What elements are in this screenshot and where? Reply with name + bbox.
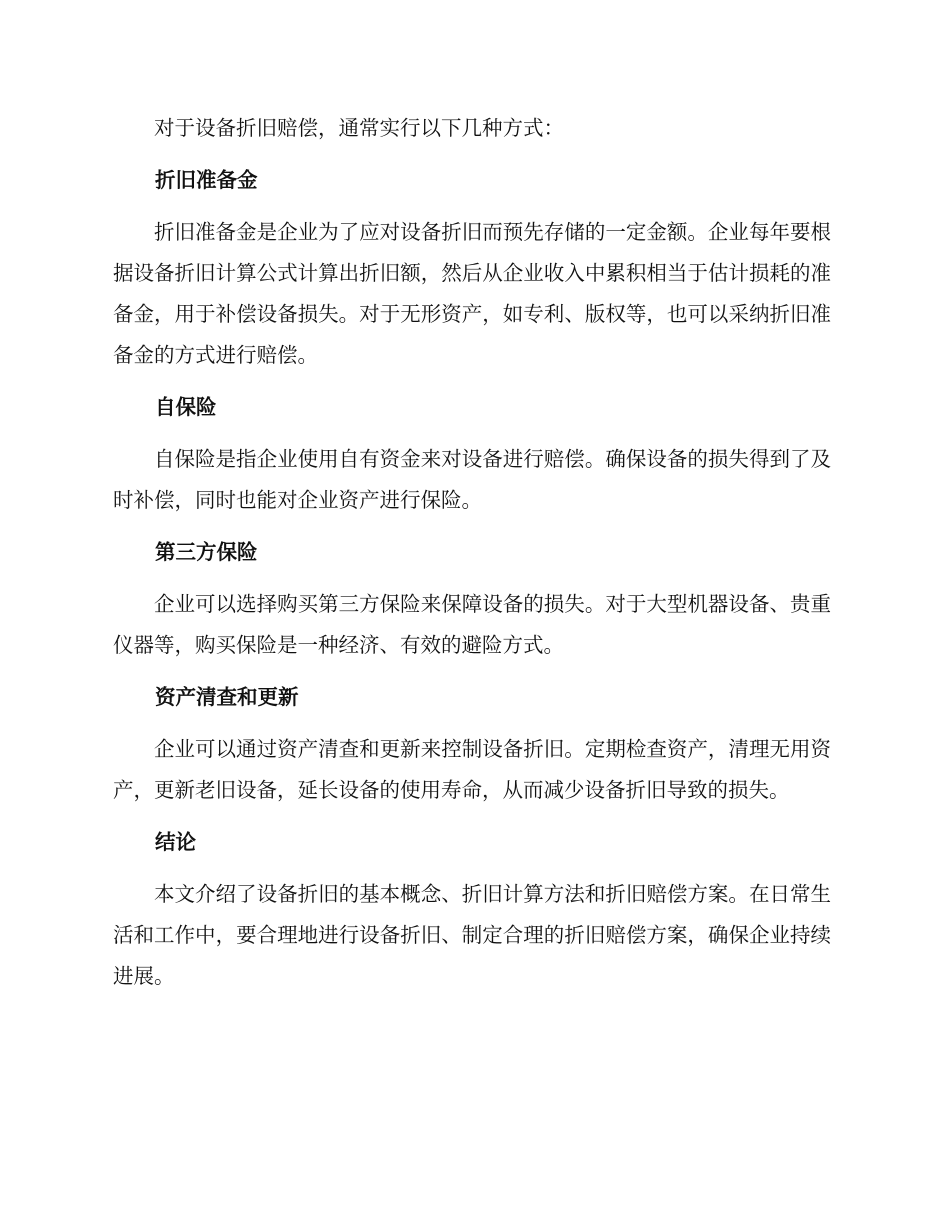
section-heading-asset-inventory: 资产清查和更新	[155, 685, 299, 709]
section-heading-depreciation-reserve: 折旧准备金	[155, 168, 258, 192]
section-body-asset-inventory: 企业可以通过资产清查和更新来控制设备折旧。定期检查资产，清理无用资产，更新老旧设备，延长设备的使用寿命，从而减少设备折旧导致的损失。	[113, 737, 831, 802]
document-page	[113, 108, 831, 997]
section-heading-conclusion: 结论	[155, 830, 196, 854]
section-body-third-party-insurance: 企业可以选择购买第三方保险来保障设备的损失。对于大型机器设备、贵重仪器等，购买保险是一种经济、有效的避险方式。	[113, 592, 831, 657]
section-body-self-insurance: 自保险是指企业使用自有资金来对设备进行赔偿。确保设备的损失得到了及时补偿，同时也能对企业资产进行保险。	[113, 447, 831, 512]
section-heading-self-insurance: 自保险	[155, 395, 217, 419]
intro-paragraph: 对于设备折旧赔偿，通常实行以下几种方式：	[154, 116, 564, 140]
section-heading-third-party-insurance: 第三方保险	[155, 540, 258, 564]
section-body-depreciation-reserve: 折旧准备金是企业为了应对设备折旧而预先存储的一定金额。企业每年要根据设备折旧计算公式计算出折旧额，然后从企业收入中累积相当于估计损耗的准备金，用于补偿设备损失。对于无形资产，如专利、版权等，也可以采纳折旧准备金的方式进行赔偿。	[113, 220, 831, 367]
section-body-conclusion: 本文介绍了设备折旧的基本概念、折旧计算方法和折旧赔偿方案。在日常生活和工作中，要合理地进行设备折旧、制定合理的折旧赔偿方案，确保企业持续进展。	[113, 882, 831, 988]
